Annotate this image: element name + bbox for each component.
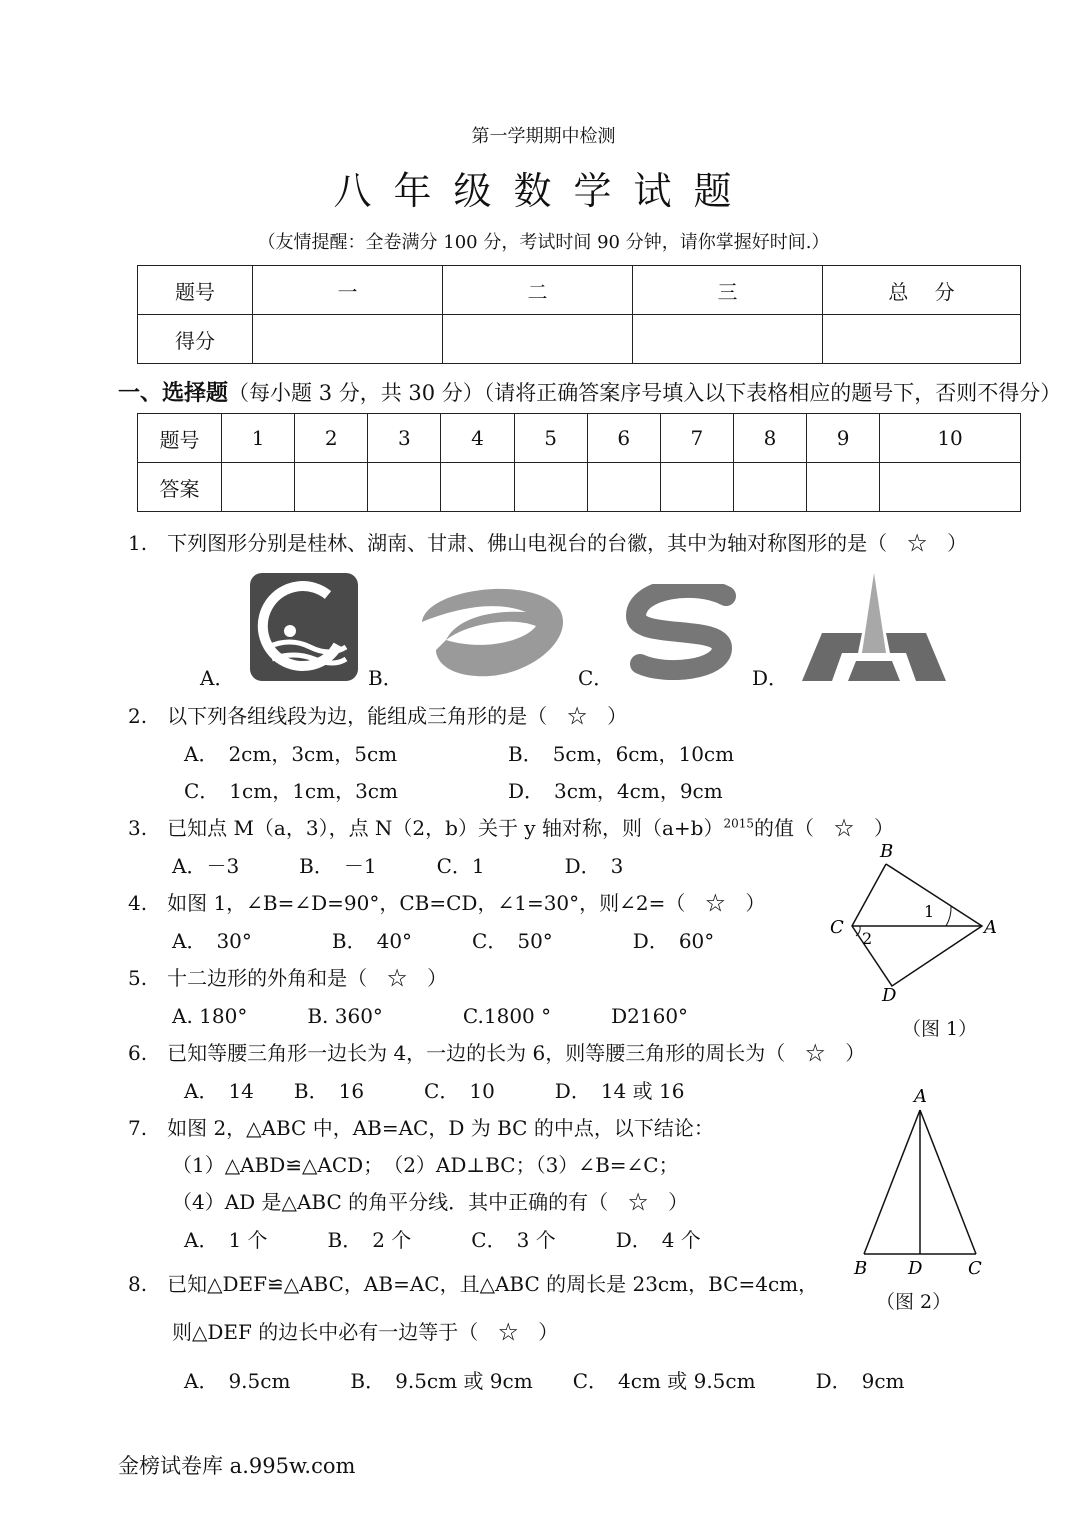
answer-number: 6 xyxy=(587,414,660,463)
footer-watermark: 金榜试卷库 a.995w.com xyxy=(118,1454,356,1478)
question-7: 7. 如图 2，△ABC 中，AB=AC，D 为 BC 的中点，以下结论： xyxy=(128,1116,714,1140)
q2-option-c: C． 1cm，1cm，3cm xyxy=(184,779,398,803)
fig2-label-d: D xyxy=(908,1258,923,1279)
q2-option-b: B． 5cm，6cm，10cm xyxy=(508,742,735,766)
q7-statement-line-1: （1）△ABD≌△ACD； （2）AD⊥BC；（3）∠B=∠C； xyxy=(172,1153,679,1177)
score-cell[interactable] xyxy=(253,315,443,364)
answer-cell[interactable] xyxy=(514,463,587,512)
question-8: 8. 已知△DEF≌△ABC，AB=AC，且△ABC 的周长是 23cm，BC=4cm， xyxy=(128,1272,819,1296)
answer-row-label: 答案 xyxy=(138,463,222,512)
exam-title: 八年级数学试题 xyxy=(333,169,754,213)
q6-options: A． 14 B． 16 C． 10 D． 14 或 16 xyxy=(184,1079,685,1103)
fig2-label-b: B xyxy=(854,1258,868,1279)
q1-option-b: B． xyxy=(368,666,403,690)
fig1-label-b: B xyxy=(880,841,894,862)
question-2: 2. 以下列各组线段为边，能组成三角形的是（ ☆ ） xyxy=(128,704,628,728)
fig2-label-a: A xyxy=(914,1086,927,1107)
answer-cell[interactable] xyxy=(368,463,441,512)
answer-cell[interactable] xyxy=(222,463,295,512)
score-header-cell: 一 xyxy=(253,266,443,315)
exam-subtitle: 第一学期期中检测 xyxy=(471,126,616,147)
question-3 xyxy=(128,812,894,841)
score-table xyxy=(137,265,1021,364)
answer-number: 9 xyxy=(807,414,880,463)
answer-cell[interactable] xyxy=(660,463,733,512)
answer-number: 3 xyxy=(368,414,441,463)
q8-line-2: 则△DEF 的边长中必有一边等于（ ☆ ） xyxy=(172,1320,559,1344)
q8-options: A． 9.5cm B． 9.5cm 或 9cm C． 4cm 或 9.5cm D． 9cm xyxy=(184,1369,905,1393)
q1-option-c: C． xyxy=(578,666,614,690)
figure-2-triangle xyxy=(850,1082,990,1282)
q3-options: A．－3 B． －1 C．1 D． 3 xyxy=(172,854,624,878)
score-header-cell: 三 xyxy=(633,266,823,315)
question-5: 5. 十二边形的外角和是（ ☆ ） xyxy=(128,966,448,990)
exam-note: （友情提醒：全卷满分 100 分，考试时间 90 分钟，请你掌握好时间.） xyxy=(257,232,830,253)
score-cell[interactable] xyxy=(633,315,823,364)
answer-cell[interactable] xyxy=(587,463,660,512)
answer-number: 10 xyxy=(880,414,1021,463)
figure-2-caption: （图 2） xyxy=(876,1291,952,1313)
q3-exponent: 2015 xyxy=(723,816,754,831)
q2-option-d: D． 3cm，4cm，9cm xyxy=(508,779,723,803)
score-header-cell: 二 xyxy=(443,266,633,315)
answer-header-label: 题号 xyxy=(138,414,222,463)
guilin-tv-logo-icon xyxy=(250,573,358,681)
question-1: 1. 下列图形分别是桂林、湖南、甘肃、佛山电视台的台徽，其中为轴对称图形的是（ ☆ ） xyxy=(128,531,968,555)
q3-text: 3. 已知点 M（a，3），点 N（2，b）关于 y 轴对称，则（a+b） xyxy=(128,816,724,840)
q4-options: A． 30° B． 40° C． 50° D． 60° xyxy=(172,929,715,953)
answer-number: 1 xyxy=(222,414,295,463)
q2-option-a: A． 2cm，3cm，5cm xyxy=(184,742,398,766)
q1-option-a: A． xyxy=(200,666,235,690)
answer-table xyxy=(137,413,1021,512)
answer-number: 5 xyxy=(514,414,587,463)
figure-1-caption: （图 1） xyxy=(902,1018,978,1040)
score-cell[interactable] xyxy=(823,315,1021,364)
score-header-cell: 总 分 xyxy=(823,266,1021,315)
answer-number: 2 xyxy=(295,414,368,463)
gansu-tv-logo-icon xyxy=(626,584,742,680)
foshan-tv-logo-icon xyxy=(802,573,946,681)
answer-number: 7 xyxy=(660,414,733,463)
hunan-tv-logo-icon xyxy=(416,580,566,680)
answer-cell[interactable] xyxy=(441,463,514,512)
fig1-angle-2: 2 xyxy=(862,929,873,948)
q5-options: A. 180° B. 360° C.1800 ° D2160° xyxy=(172,1004,689,1028)
question-4: 4. 如图 1，∠B=∠D=90°，CB=CD，∠1=30°，则∠2=（ ☆ ） xyxy=(128,891,766,915)
score-header-cell: 题号 xyxy=(138,266,253,315)
figure-1-quadrilateral xyxy=(826,838,1006,1008)
q1-option-d: D． xyxy=(752,666,789,690)
fig1-label-a: A xyxy=(984,917,997,938)
q3-text-end: 的值（ ☆ ） xyxy=(754,816,894,840)
score-cell[interactable] xyxy=(443,315,633,364)
question-6: 6. 已知等腰三角形一边长为 4，一边的长为 6，则等腰三角形的周长为（ ☆ ） xyxy=(128,1041,866,1065)
answer-number: 8 xyxy=(733,414,806,463)
answer-cell[interactable] xyxy=(295,463,368,512)
section-title: 一、选择题 xyxy=(118,381,229,406)
answer-cell[interactable] xyxy=(880,463,1021,512)
fig1-angle-1: 1 xyxy=(924,902,935,921)
answer-cell[interactable] xyxy=(733,463,806,512)
fig1-label-c: C xyxy=(830,917,844,938)
score-row-label: 得分 xyxy=(138,315,253,364)
answer-cell[interactable] xyxy=(807,463,880,512)
q7-options: A． 1 个 B． 2 个 C． 3 个 D． 4 个 xyxy=(184,1228,701,1252)
answer-number: 4 xyxy=(441,414,514,463)
section-detail: （每小题 3 分，共 30 分）（请将正确答案序号填入以下表格相应的题号下，否则不得分） xyxy=(228,381,1062,405)
section-heading xyxy=(118,376,1061,407)
fig1-label-d: D xyxy=(882,985,897,1006)
q7-statement-line-2: （4）AD 是△ABC 的角平分线．其中正确的有（ ☆ ） xyxy=(172,1190,689,1214)
fig2-label-c: C xyxy=(968,1258,982,1279)
